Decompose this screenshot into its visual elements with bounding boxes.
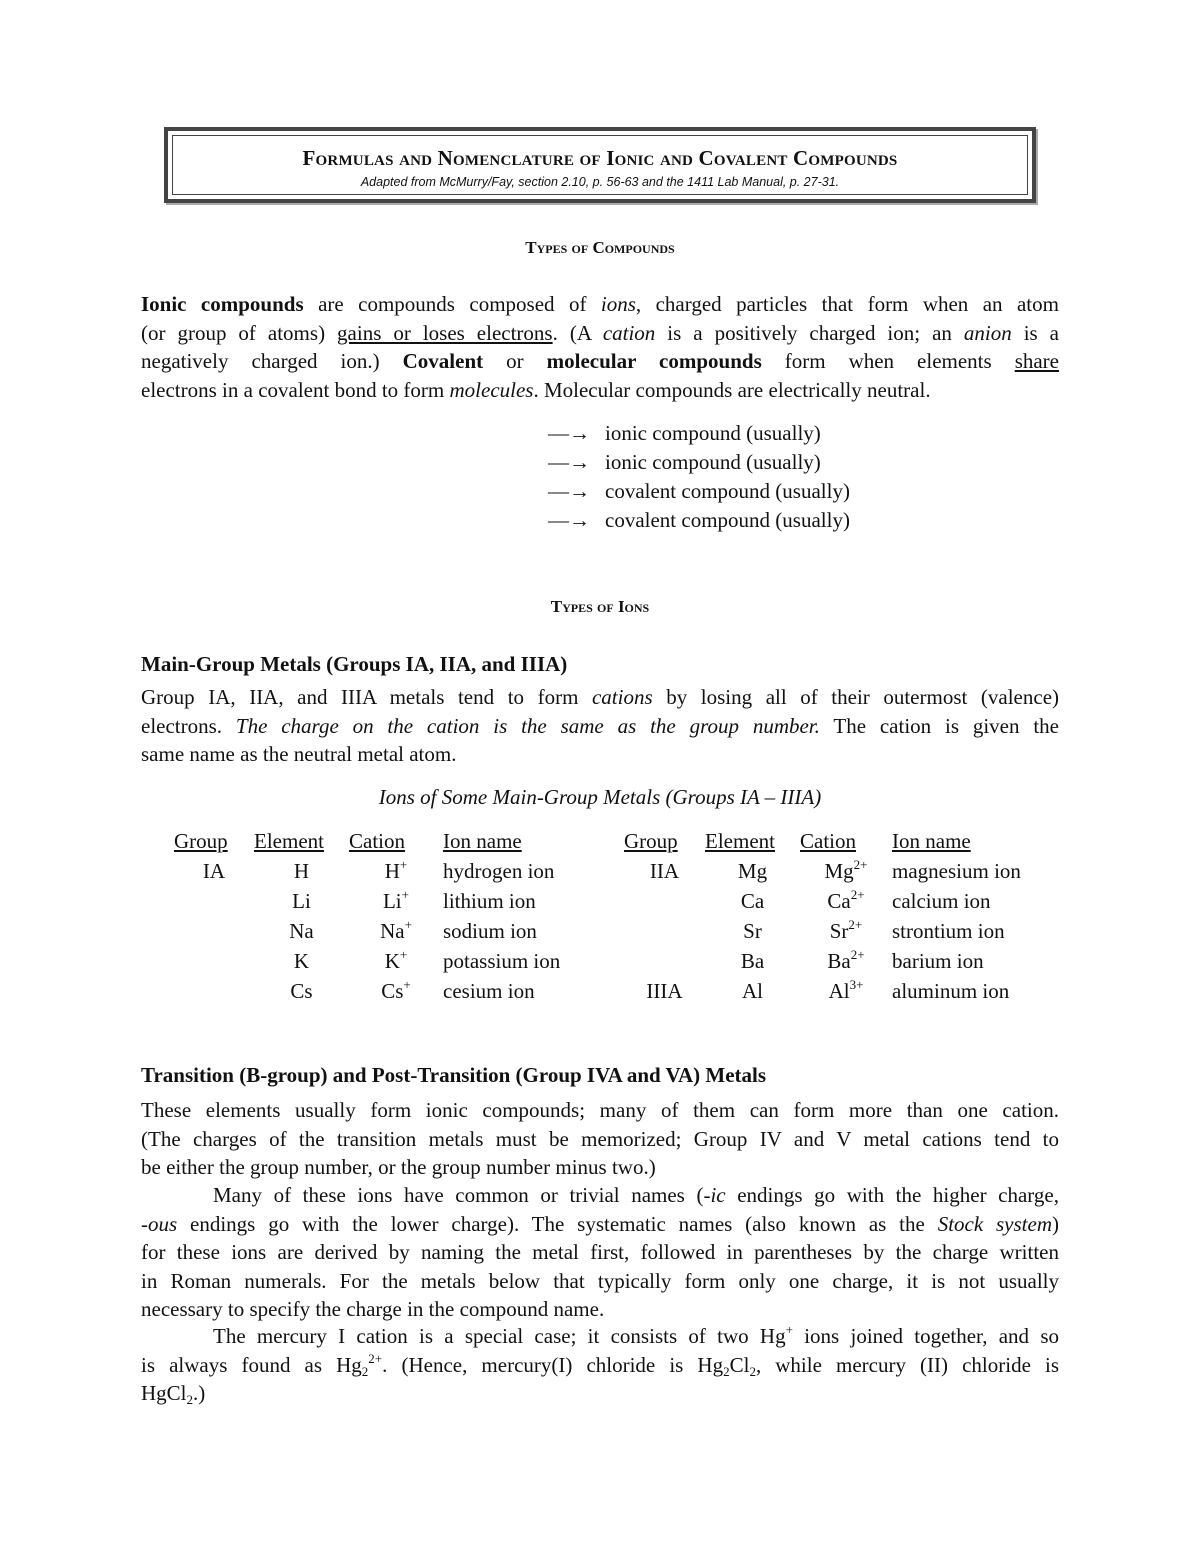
column-header: Ion name: [892, 828, 971, 853]
element-cell: Na: [289, 918, 314, 943]
cation-symbol: Ba: [827, 948, 851, 973]
text-run: endings go with the higher charge,: [725, 1183, 1059, 1207]
text-run: is a: [1011, 320, 1059, 345]
ion-name-cell: potassium ion: [443, 948, 561, 973]
cation-cell: [800, 856, 892, 886]
ion-name-cell: hydrogen ion: [443, 858, 555, 883]
text-run: . Molecular compounds are electrically neutral.: [533, 377, 931, 402]
underlined-share: share: [1014, 349, 1059, 373]
subheading-transition-metals: Transition (B-group) and Post-Transition (Group IVA and VA) Metals: [141, 1063, 767, 1087]
cation-cell: [349, 946, 443, 976]
title-box: [164, 127, 1036, 203]
text-run: is a positively charged ion; an: [655, 320, 964, 345]
ion-name-cell: strontium ion: [892, 918, 1005, 943]
cation-cell: [800, 946, 892, 976]
group-cell: [174, 916, 254, 946]
paragraph-line: [141, 1181, 1059, 1210]
term-ions: ions: [600, 292, 636, 316]
text-run: negatively charged ion.): [141, 349, 403, 373]
term-ic: -ic: [703, 1183, 726, 1207]
group-cell: IA: [202, 858, 226, 883]
main-group-ions-table: [174, 826, 1062, 1006]
text-run: endings go with the lower charge). The systematic names (also known as the: [177, 1211, 938, 1236]
text-run: , charged particles that form when an atom: [635, 292, 1059, 316]
text-run: Cl: [729, 1352, 750, 1377]
term-cation: cation: [602, 320, 656, 345]
ion-name-cell: calcium ion: [892, 888, 991, 913]
transition-paragraph-1: [141, 1096, 1059, 1182]
document-subtitle: Adapted from McMurry/Fay, section 2.10, p. 56-63 and the 1411 Lab Manual, p. 27-31.: [360, 175, 840, 189]
text-run: The cation is given the: [819, 713, 1059, 738]
text-run: Many of these ions have common or trivial names (: [213, 1183, 704, 1207]
text-run: . (A: [552, 320, 603, 345]
text-run: is always found as Hg: [141, 1352, 362, 1377]
reaction-product: covalent compound (usually): [605, 508, 850, 532]
group-cell: [174, 946, 254, 976]
cation-charge: +: [404, 916, 412, 932]
cation-symbol: H: [384, 858, 400, 883]
cation-charge: +: [399, 946, 408, 962]
paragraph-line: [141, 1351, 1059, 1380]
cation-symbol: K: [384, 948, 400, 973]
term-molecules: molecules: [449, 377, 534, 402]
column-header: Group: [174, 828, 228, 853]
cation-charge: 3+: [849, 976, 864, 992]
text-run: Group IA, IIA, and IIIA metals tend to form: [141, 685, 592, 709]
group-cell: [174, 976, 254, 1006]
text-run: , while mercury (II) chloride is: [755, 1352, 1059, 1377]
ion-name-cell: sodium ion: [443, 918, 537, 943]
column-header: Element: [254, 828, 324, 853]
term-molecular-compounds: molecular compounds: [546, 349, 762, 373]
paragraph-line: [141, 1322, 1059, 1351]
text-run: HgCl: [141, 1381, 187, 1405]
paragraph-line: necessary to specify the charge in the compound name.: [141, 1297, 605, 1321]
cation-charge: +: [403, 976, 411, 992]
paragraph-line: (The charges of the transition metals must be memorized; Group IV and V metal cations tend to: [141, 1126, 1059, 1151]
main-group-paragraph: [141, 683, 1059, 769]
table-row: [174, 976, 1062, 1006]
cation-cell: [349, 976, 443, 1006]
paragraph-line: [141, 712, 1059, 741]
element-cell: Sr: [743, 918, 762, 943]
charge-superscript: 2+: [368, 1350, 383, 1366]
text-run: The mercury I cation is a special case; it consists of two Hg: [213, 1324, 786, 1348]
cation-symbol: Sr: [829, 918, 849, 943]
subscript: 2: [723, 1363, 730, 1379]
cation-symbol: Ca: [827, 888, 851, 913]
table-row: [174, 946, 1062, 976]
element-cell: Cs: [290, 978, 313, 1003]
cation-cell: [349, 886, 443, 916]
text-run: form when elements: [761, 349, 1015, 373]
element-cell: Ba: [740, 948, 765, 973]
cation-cell: [349, 916, 443, 946]
text-run: . (Hence, mercury(I) chloride is Hg: [382, 1352, 724, 1377]
paragraph-line: in Roman numerals. For the metals below that typically form only one charge, it is not usually: [141, 1268, 1059, 1293]
text-run: ions joined together, and so: [792, 1324, 1059, 1348]
table-row: [174, 886, 1062, 916]
cation-symbol: Na: [380, 918, 405, 943]
section-heading-types-of-compounds: Types of Compounds: [525, 238, 675, 257]
text-run: (or group of atoms): [141, 320, 338, 345]
arrow-icon: —→: [548, 479, 590, 503]
transition-paragraph-2: [141, 1181, 1059, 1324]
element-cell: Mg: [737, 858, 768, 883]
reaction-product: ionic compound (usually): [605, 421, 821, 445]
compounds-paragraph: [141, 290, 1059, 404]
paragraph-line: [141, 1379, 1059, 1408]
paragraph-line: These elements usually form ionic compounds; many of them can form more than one cation.: [141, 1098, 1059, 1122]
text-run: or: [483, 349, 547, 373]
cation-symbol: Al: [828, 978, 850, 1003]
text-run: electrons.: [141, 713, 236, 738]
paragraph-line: [141, 740, 1059, 769]
term-ionic-compounds: Ionic compounds: [141, 292, 304, 316]
ion-name-cell: lithium ion: [443, 888, 536, 913]
reaction-product: covalent compound (usually): [605, 479, 850, 503]
cation-charge: 2+: [850, 946, 865, 962]
cation-charge: +: [399, 856, 408, 872]
arrow-icon: —→: [548, 508, 590, 532]
reaction-product: ionic compound (usually): [605, 450, 821, 474]
column-header: Element: [705, 828, 775, 853]
element-cell: K: [293, 948, 310, 973]
text-run: by losing all of their outermost (valence): [652, 685, 1060, 709]
subheading-main-group-metals: Main-Group Metals (Groups IA, IIA, and IIIA): [141, 652, 568, 676]
element-cell: Ca: [740, 888, 765, 913]
section-heading-types-of-ions: Types of Ions: [550, 597, 650, 616]
subscript: 2: [361, 1363, 369, 1379]
cation-cell: [800, 976, 892, 1006]
cation-charge: 2+: [848, 916, 863, 932]
term-cations: cations: [591, 685, 653, 709]
table-caption: Ions of Some Main-Group Metals (Groups IA – IIIA): [378, 785, 822, 809]
emphasis-charge-rule: The charge on the cation is the same as the group number.: [235, 713, 820, 738]
term-anion: anion: [963, 320, 1012, 345]
paragraph-line: [141, 1210, 1059, 1239]
cation-charge: 2+: [850, 886, 865, 902]
cation-charge: 2+: [853, 856, 868, 872]
group-cell: [174, 886, 254, 916]
paragraph-line: [141, 319, 1059, 348]
cation-symbol: Li: [382, 888, 402, 913]
element-cell: Al: [742, 978, 763, 1003]
cation-cell: [349, 856, 443, 886]
text-run: are compounds composed of: [303, 292, 601, 316]
table-header-row: [174, 826, 1062, 856]
term-ous: -ous: [141, 1211, 178, 1236]
charge-superscript: +: [785, 1322, 793, 1337]
subscript: 2: [186, 1392, 194, 1407]
cation-cell: [800, 916, 892, 946]
column-header: Ion name: [443, 828, 522, 853]
term-stock-system: Stock system: [937, 1211, 1052, 1236]
document-title: Formulas and Nomenclature of Ionic and Covalent Compounds: [302, 146, 898, 170]
column-header: Cation: [349, 828, 405, 853]
group-cell: [624, 916, 705, 946]
table-row: [174, 916, 1062, 946]
arrow-icon: —→: [548, 421, 590, 445]
paragraph-line: [141, 683, 1059, 712]
ion-name-cell: magnesium ion: [892, 858, 1021, 883]
transition-paragraph-3: [141, 1322, 1059, 1408]
paragraph-line: [141, 376, 1059, 405]
term-covalent: Covalent: [402, 349, 484, 373]
group-cell: [624, 886, 705, 916]
ion-name-cell: cesium ion: [443, 978, 535, 1003]
element-cell: H: [293, 858, 310, 883]
table-row: [174, 856, 1062, 886]
text-run: same name as the neutral metal atom.: [141, 742, 457, 766]
column-header: Group: [624, 828, 678, 853]
text-run: electrons in a covalent bond to form: [141, 377, 450, 402]
column-header: Cation: [800, 828, 856, 853]
subscript: 2: [749, 1363, 756, 1379]
group-cell: IIA: [649, 858, 680, 883]
cation-cell: [800, 886, 892, 916]
text-run: ): [1052, 1211, 1059, 1236]
cation-symbol: Mg: [824, 858, 854, 883]
text-run: .): [193, 1381, 206, 1405]
arrow-icon: —→: [548, 450, 590, 474]
underlined-gains-or-loses: gains or loses electrons: [337, 320, 553, 345]
cation-charge: +: [401, 886, 409, 902]
ion-name-cell: aluminum ion: [892, 978, 1010, 1003]
group-cell: [624, 946, 705, 976]
paragraph-line: [141, 290, 1059, 319]
paragraph-line: [141, 347, 1059, 376]
element-cell: Li: [292, 888, 311, 913]
paragraph-line: for these ions are derived by naming the metal first, followed in parentheses by the charge written: [141, 1240, 1059, 1264]
ion-name-cell: barium ion: [892, 948, 984, 973]
cation-symbol: Cs: [381, 978, 404, 1003]
group-cell: IIIA: [646, 978, 683, 1003]
paragraph-line: be either the group number, or the group number minus two.): [141, 1155, 656, 1179]
